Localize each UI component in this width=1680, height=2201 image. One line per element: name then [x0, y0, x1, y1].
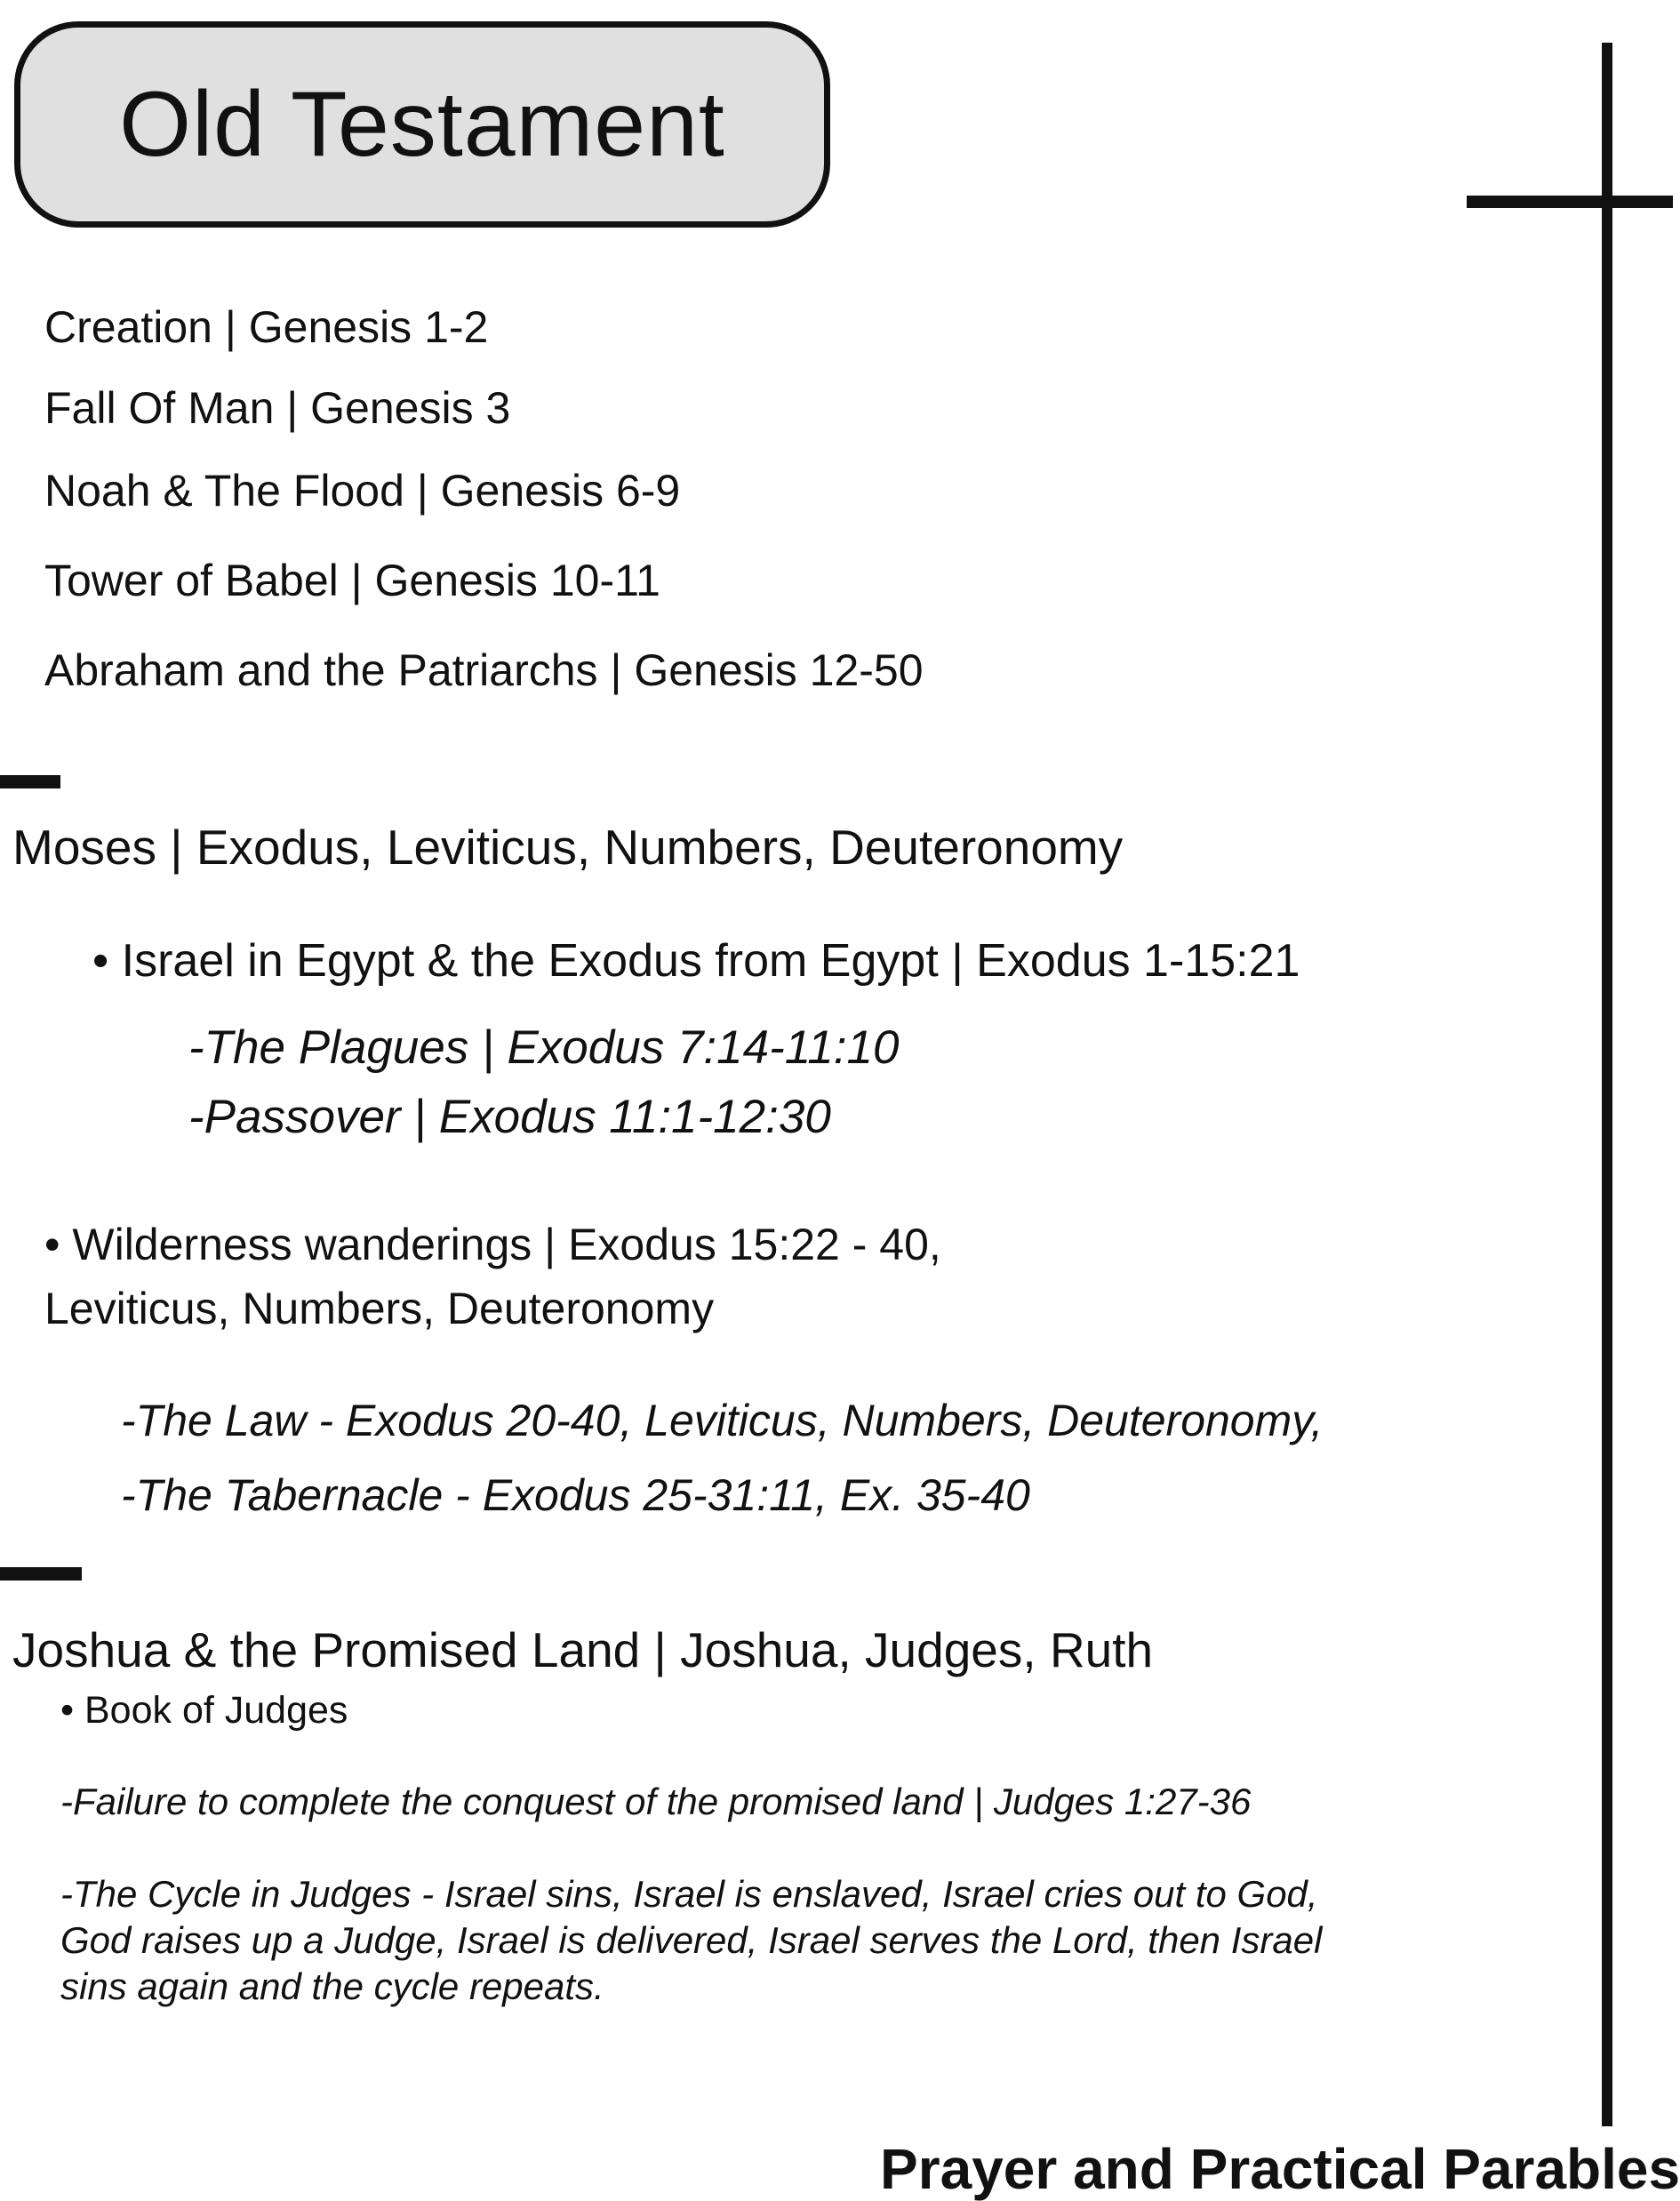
cycle-line-1: -The Cycle in Judges - Israel sins, Israel is enslaved, Israel cries out to God, — [60, 1873, 1318, 1915]
plagues-line: -The Plagues | Exodus 7:14-11:10 — [188, 1021, 900, 1074]
wilderness-line-1: • Wilderness wanderings | Exodus 15:22 - 40, — [44, 1220, 941, 1269]
cross-vertical-bar — [1602, 43, 1612, 2126]
footer-heading-clip — [880, 2137, 1680, 2201]
moses-heading: Moses | Exodus, Leviticus, Numbers, Deuteronomy — [12, 820, 1124, 875]
egypt-bullet: • Israel in Egypt & the Exodus from Egypt | Exodus 1-15:21 — [92, 935, 1300, 987]
failure-line: -Failure to complete the conquest of the promised land | Judges 1:27-36 — [60, 1781, 1252, 1822]
joshua-heading: Joshua & the Promised Land | Joshua, Judges, Ruth — [12, 1622, 1154, 1677]
judges-bullet: • Book of Judges — [60, 1689, 348, 1732]
title-box — [14, 21, 830, 228]
genesis-item-noah: Noah & The Flood | Genesis 6-9 — [44, 466, 681, 516]
page-title: Old Testament — [119, 73, 725, 176]
cycle-line-2: God raises up a Judge, Israel is delivered, Israel serves the Lord, then Israel — [60, 1919, 1323, 1961]
law-line: -The Law - Exodus 20-40, Leviticus, Numbers, Deuteronomy, — [121, 1396, 1324, 1445]
tabernacle-line: -The Tabernacle - Exodus 25-31:11, Ex. 35-40 — [121, 1470, 1030, 1520]
genesis-item-creation: Creation | Genesis 1-2 — [44, 302, 489, 352]
footer-heading-partial: Prayer and Practical Parables — [880, 2137, 1680, 2201]
cross-horizontal-bar — [1467, 196, 1673, 208]
passover-line: -Passover | Exodus 11:1-12:30 — [188, 1091, 831, 1143]
section-divider-moses — [0, 775, 60, 788]
genesis-item-abraham: Abraham and the Patriarchs | Genesis 12-50 — [44, 645, 924, 695]
genesis-item-babel: Tower of Babel | Genesis 10-11 — [44, 556, 660, 605]
wilderness-line-2: Leviticus, Numbers, Deuteronomy — [44, 1284, 715, 1333]
genesis-item-fall: Fall Of Man | Genesis 3 — [44, 383, 511, 433]
section-divider-joshua — [0, 1567, 82, 1581]
cycle-line-3: sins again and the cycle repeats. — [60, 1965, 604, 2007]
